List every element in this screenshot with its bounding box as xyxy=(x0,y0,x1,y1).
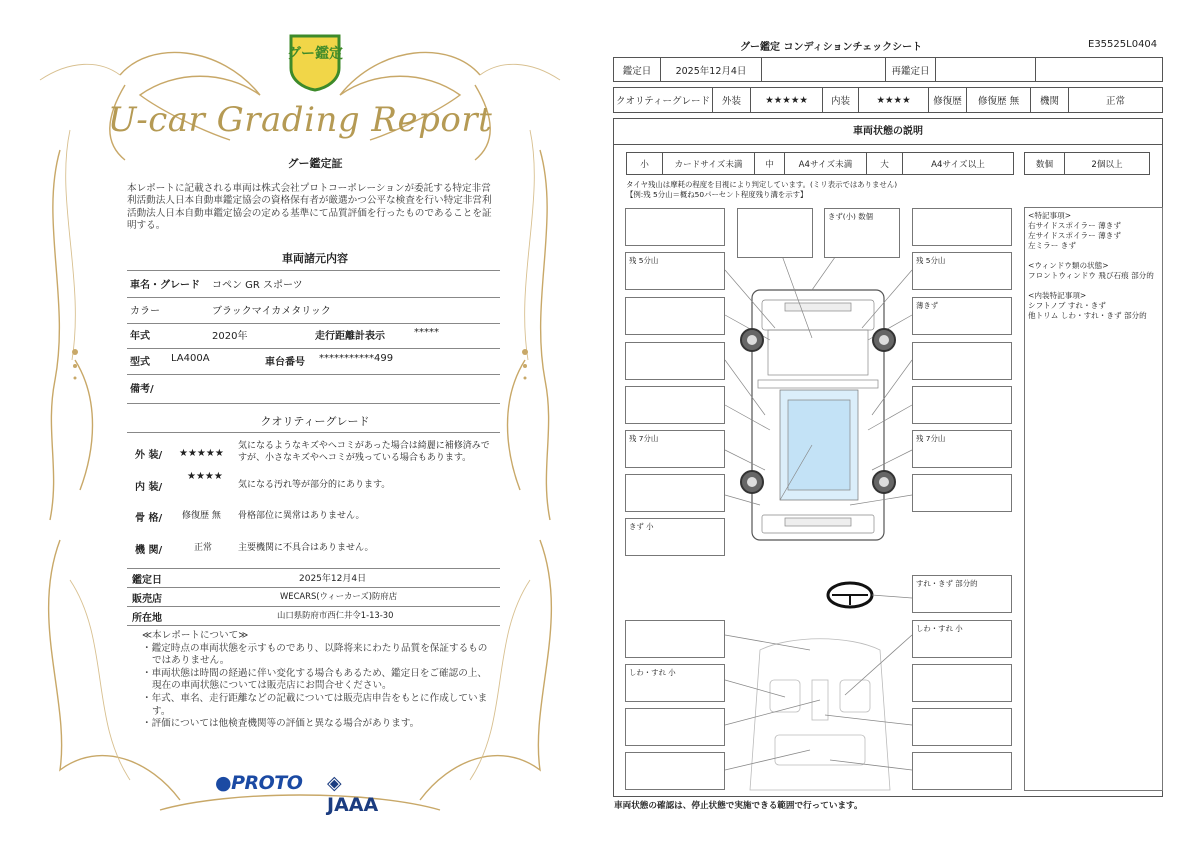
interior-stars: ★★★★ xyxy=(187,471,223,482)
diagram-box xyxy=(625,474,725,512)
diagram-box-tire-fr xyxy=(912,252,1012,290)
model-label: 型式 xyxy=(130,357,150,368)
diagram-box xyxy=(912,752,1012,790)
diagram-box-seat-left xyxy=(625,664,725,702)
box-label: 残 7分山 xyxy=(629,434,659,443)
note-line xyxy=(1028,251,1159,261)
box-label: しわ・すれ 小 xyxy=(916,624,963,633)
note-line: <特記事項> xyxy=(1028,211,1072,220)
frame-desc: 骨格部位に異常はありません。 xyxy=(238,511,365,521)
sheet-id: E35525L0404 xyxy=(1088,39,1158,50)
condition-title: 車両状態の説明 xyxy=(613,118,1163,145)
date-row xyxy=(127,571,500,588)
chassis-label: 車台番号 xyxy=(265,357,305,368)
diagram-box xyxy=(912,208,1012,246)
count-value: 2個以上 xyxy=(1065,153,1150,175)
interior-diagram xyxy=(725,635,912,790)
report-notes-title: ≪本レポートについて≫ xyxy=(142,630,249,641)
year-row xyxy=(127,327,500,349)
note-line: フロントウィンドウ 飛び石痕 部分的 xyxy=(1028,271,1154,280)
reinspect-date-label: 再鑑定日 xyxy=(886,58,936,82)
diagram-box-steering xyxy=(912,575,1012,613)
interior-row xyxy=(127,470,500,496)
box-label: しわ・すれ 小 xyxy=(629,668,676,677)
repair-value: 修復歴 無 xyxy=(967,88,1031,113)
interior-label: 内装 xyxy=(823,88,859,113)
quality-label: クオリティーグレード xyxy=(614,88,713,113)
report-note-item: ・車両状態は時間の経過に伴い変化する場合もあるため、鑑定日をご確認の上、現在の車両状態については販売店にお問合せください。 xyxy=(142,667,487,692)
diagram-box xyxy=(625,620,725,658)
address-label: 所在地 xyxy=(132,613,162,624)
year-label: 年式 xyxy=(130,331,150,342)
count-label: 数個 xyxy=(1025,153,1065,175)
engine-label: 機 関/ xyxy=(135,545,163,556)
interior-stars: ★★★★ xyxy=(859,88,929,113)
diagram-box-roof xyxy=(824,208,900,258)
exterior-label: 外 装/ xyxy=(135,450,163,461)
box-label: すれ・きず 部分的 xyxy=(916,579,978,588)
dealer-label: 販売店 xyxy=(132,594,162,605)
diagram-box xyxy=(625,386,725,424)
interior-desc: 気になる汚れ等が部分的にあります。 xyxy=(238,480,391,490)
vehicle-row xyxy=(127,276,500,298)
report-notes xyxy=(142,630,492,731)
note-line: <ウィンドウ類の状態> xyxy=(1028,261,1109,270)
goo-badge-logo xyxy=(287,30,343,92)
report-note-item: ・評価については他検査機関等の評価と異なる場合があります。 xyxy=(142,718,420,730)
engine-value: 正常 xyxy=(1069,88,1163,113)
mileage-label: 走行距離計表示 xyxy=(315,331,385,342)
diagram-box-seat-right xyxy=(912,620,1012,658)
diagram-box xyxy=(912,474,1012,512)
jaaa-logo: ◈ JAAA xyxy=(327,772,379,816)
exterior-stars: ★★★★★ xyxy=(179,448,224,459)
note-line: シフトノブ すれ・きず xyxy=(1028,301,1106,310)
address-value: 山口県防府市西仁井令1-13-30 xyxy=(277,610,394,620)
legend-size-medium: 中 xyxy=(755,153,785,175)
color-row xyxy=(127,302,500,324)
remarks-label: 備考/ xyxy=(130,384,154,395)
model-row xyxy=(127,353,500,375)
legend-desc-large: A4サイズ以上 xyxy=(903,153,1014,175)
note-line: 右サイドスポイラー 薄きず xyxy=(1028,221,1121,230)
note-line: 左ミラー きず xyxy=(1028,241,1076,250)
box-label: きず 小 xyxy=(629,522,654,531)
note-line: 左サイドスポイラー 薄きず xyxy=(1028,231,1121,240)
frame-value: 修復歴 無 xyxy=(182,511,221,521)
dealer-row xyxy=(127,590,500,607)
report-note-item: ・鑑定時点の車両状態を示すものであり、以降将来にわたり品質を保証するものではありません。 xyxy=(142,642,488,667)
inspect-date-label: 鑑定日 xyxy=(614,58,661,82)
vehicle-label: 車名・グレード xyxy=(130,280,200,291)
diagram-box xyxy=(912,386,1012,424)
note-line: <内装特記事項> xyxy=(1028,291,1087,300)
condition-check-sheet xyxy=(600,0,1200,848)
tire-note-line: タイヤ残山は摩耗の程度を目視により判定しています。(ミリ表示ではありません) xyxy=(626,180,898,189)
badge-text: グー鑑定 xyxy=(287,46,343,62)
mileage-value: ***** xyxy=(414,327,439,338)
diagram-box xyxy=(625,708,725,746)
diagram-box xyxy=(625,342,725,380)
exterior-desc: 気になるようなキズやヘコミがあった場合は綺麗に補修済みですが、小さなキズやヘコミが残っている場合もあります。 xyxy=(238,441,490,463)
diagram-box-rear-left xyxy=(625,518,725,556)
diagram-box-tire-rr xyxy=(912,430,1012,468)
exterior-row xyxy=(127,440,500,468)
diagram-box xyxy=(625,752,725,790)
certificate-statement: 本レポートに記載される車両は株式会社プロトコーポレーションが委託する特定非営利活動法人日本自動車鑑定協会の資格保有者が厳選かつ公平な検査を行い特定非営利活動法人日本自動車鑑定協会の定める基準にて品質評価を行ったものであることを証明する。 xyxy=(127,183,492,232)
diagram-box xyxy=(737,208,813,258)
diagram-box-right-scratch xyxy=(912,297,1012,335)
inspect-date-value: 2025年12月4日 xyxy=(661,58,762,82)
proto-logo-text: PROTO xyxy=(231,772,303,794)
sheet-footnote: 車両状態の確認は、停止状態で実施できる範囲で行っています。 xyxy=(614,801,863,811)
report-note-item: ・年式、車名、走行距離などの記載については販売店申告をもとに作成しています。 xyxy=(142,692,488,717)
diagram-box xyxy=(625,297,725,335)
steering-wheel-icon xyxy=(828,583,912,607)
proto-logo: ●PROTO xyxy=(215,772,303,794)
engine-label: 機関 xyxy=(1031,88,1069,113)
year-value: 2020年 xyxy=(212,331,248,342)
box-label: 残 7分山 xyxy=(916,434,946,443)
color-value: ブラックマイカメタリック xyxy=(212,306,331,317)
frame-row xyxy=(127,507,500,529)
address-row xyxy=(127,609,500,626)
date-value: 2025年12月4日 xyxy=(299,574,367,584)
vehicle-value: コペン GR スポーツ xyxy=(212,280,303,291)
note-line xyxy=(1028,281,1159,291)
diagram-box-tire-fl xyxy=(625,252,725,290)
engine-row xyxy=(127,539,500,561)
note-line: 他トリム しわ・すれ・きず 部分的 xyxy=(1028,311,1147,320)
box-label: 残 5分山 xyxy=(629,256,659,265)
legend-size-small: 小 xyxy=(627,153,663,175)
box-label: 薄きず xyxy=(916,301,939,310)
diagram-box xyxy=(912,708,1012,746)
sheet-title: グー鑑定 コンディションチェックシート xyxy=(740,42,923,53)
engine-desc: 主要機関に不具合はありません。 xyxy=(238,543,374,553)
diagram-box xyxy=(625,208,725,246)
legend-size-large: 大 xyxy=(867,153,903,175)
box-label: 残 5分山 xyxy=(916,256,946,265)
interior-label: 内 装/ xyxy=(135,482,163,493)
chassis-value: ***********499 xyxy=(319,353,394,364)
legend-desc-small: カードサイズ未満 xyxy=(663,153,755,175)
jaaa-logo-text: JAAA xyxy=(327,794,379,816)
certificate-title: グー鑑定証 xyxy=(287,157,343,170)
dealer-value: WECARS(ウィーカーズ)防府店 xyxy=(280,591,398,601)
model-value: LA400A xyxy=(171,353,210,364)
diagram-box xyxy=(912,342,1012,380)
quality-title: クオリティーグレード xyxy=(260,415,370,428)
script-title: U-car Grading Report xyxy=(107,100,493,140)
color-label: カラー xyxy=(130,306,160,317)
date-label: 鑑定日 xyxy=(132,575,162,586)
exterior-label: 外装 xyxy=(713,88,751,113)
repair-label: 修復歴 xyxy=(929,88,967,113)
specs-title: 車両諸元内容 xyxy=(282,252,348,265)
special-notes xyxy=(1024,207,1163,791)
remarks-row xyxy=(127,380,500,404)
exterior-stars: ★★★★★ xyxy=(751,88,823,113)
tire-note-line: 【例:残 5分山＝概ね50パーセント程度残り溝を示す】 xyxy=(626,189,808,199)
diagram-box-tire-rl xyxy=(625,430,725,468)
diagram-box xyxy=(912,664,1012,702)
box-label: きず(小) 数個 xyxy=(828,212,874,221)
frame-label: 骨 格/ xyxy=(135,513,163,524)
engine-value: 正常 xyxy=(194,543,213,553)
legend-desc-medium: A4サイズ未満 xyxy=(785,153,867,175)
